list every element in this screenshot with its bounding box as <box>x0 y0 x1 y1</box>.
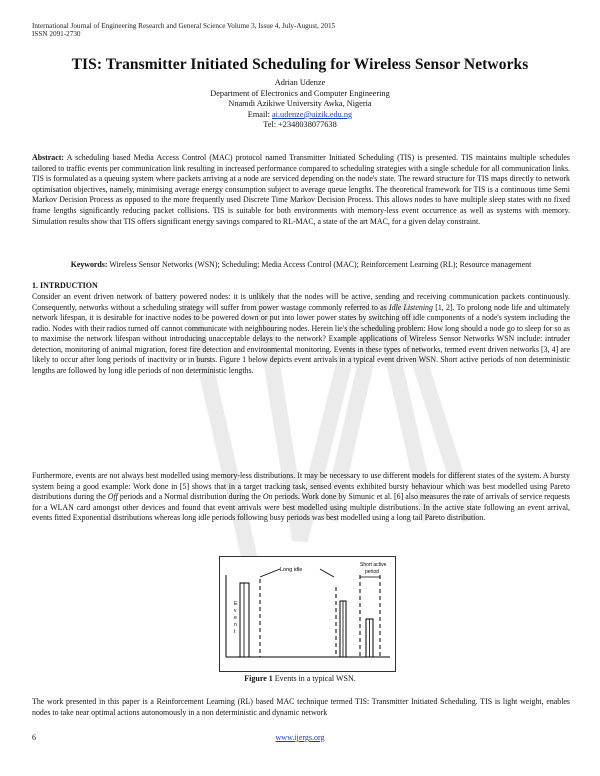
author-university: Nnamdi Azikiwe University Awka, Nigeria <box>228 99 372 109</box>
author-block <box>0 78 600 131</box>
journal-info: International Journal of Engineering Research and General Science Volume 3, Issue 4, July-August, 2015 <box>32 22 336 30</box>
p2-part-a: Furthermore, events are not always best modelled using memory-less distributions. It may be necessary to use different models for different states of the system. A bursty system being a good example: Work done in [5] shows that in a target tracking task, sensed events exhibited bursty behaviour which was best modelled using Pareto distributions during the <box>32 471 570 502</box>
page-number: 6 <box>32 733 36 742</box>
long-idle-label: Long idle <box>280 567 303 573</box>
figure-caption-label: Figure 1 <box>244 674 273 683</box>
paper-title: TIS: Transmitter Initiated Scheduling for Wireless Sensor Networks <box>71 56 529 73</box>
idle-arrow-right <box>320 569 334 577</box>
keywords-label: Keywords: <box>70 260 108 269</box>
abstract <box>32 153 570 227</box>
p2-on: On <box>262 492 273 502</box>
figure-caption <box>0 674 600 683</box>
short-active-label: Short active <box>360 562 387 568</box>
keywords-text: Wireless Sensor Networks (WSN); Scheduling; Media Access Control (MAC); Reinforcement Learning (RL); Resource management <box>107 260 532 269</box>
events-diagram <box>220 557 395 671</box>
author-email-line <box>0 110 600 121</box>
paragraph-2 <box>32 471 570 524</box>
abstract-text: A scheduling based Media Access Control (MAC) protocol named Transmitter Initiated Scheduling (TIS) is presented. TIS maintains multiple schedules tailored to traffic events per communication link resulting in increased performance compared to scheduling strategies with a single schedule for all communication links. TIS is formulated as a queuing system where packets arriving at a node are serviced depending on the node's state. The reward structure for TIS maps directly to network optimisation objectives, namely, minimising average energy consumption subject to average queue lengths. The theoretical framework for TIS is a continuous time Semi Markov Decision Process as opposed to the more frequently used Discrete Time Markov Decision Process. This allows nodes to have multiple sleep states with no fixed frame lengths significantly reducing packet collisions. TIS is suitable for both environments with memory-less event occurrence as well as systems with memory. Simulation results show that TIS offers significant energy savings compared to RL-MAC, a state of the art MAC, for a given delay constraint. <box>32 153 570 226</box>
figure-1 <box>219 556 396 672</box>
event-burst-1 <box>240 583 249 657</box>
y-axis-label: E v e n t <box>234 601 238 635</box>
paragraph-3: The work presented in this paper is a Reinforcement Learning (RL) based MAC technique termed TIS: Transmitter Initiated Scheduling. TIS is light weight, enables nodes to take near optimal actions autonomously in a non deterministic and dynamic network <box>32 697 570 717</box>
email-label: Email: <box>247 109 272 119</box>
email-link[interactable]: ai.udenze@uizik.edu.ng <box>271 109 353 119</box>
paragraph-1 <box>32 292 570 376</box>
p1-part-b: [1, 2]. To prolong node life and ultimately network lifespan, it is desirable for inactive nodes to be powered down or put into lower power states by switching off idle components of a node's system including the radio. Nodes with their radios turned off cannot communicate with neighbouring nodes. Herein lie's the scheduling problem: How long should a node go to sleep for so as to maximise the network lifespan without introducing unacceptable delays to the network? Example applications of Wireless Sensor Networks WSN include: intruder detection, monitoring of animal migration, forest fire detection and environmental monitoring. Events in these types of networks, termed event driven networks [3, 4] are likely to occur after long periods of inactivity or in bursts. Figure 1 below depicts event arrivals in a typical event driven WSN. Short active periods of non deterministic lengths are followed by long idle periods of non deterministic lengths. <box>32 302 571 375</box>
short-active-label-2: period <box>365 569 379 575</box>
section-heading: 1. INTRDUCTION <box>32 281 98 290</box>
p2-part-c: periods. Work done by Simunic et al. [6] also measures the rate of arrivals of service requests for a WLAN card amongst other devices and found that event arrivals were best modelled using multiple distributions. In the active state following an event arrival, events fitted Exponential distributions whereas long idle periods following busy periods was best modelled using a long tail Pareto distribution. <box>32 492 571 523</box>
journal-header <box>32 22 335 38</box>
issn: ISSN 2091-2730 <box>32 30 81 38</box>
abstract-label: Abstract: <box>32 153 64 162</box>
p2-part-b: periods and a Normal distribution during the <box>117 492 263 502</box>
author-tel: Tel: +2348038077638 <box>263 120 337 130</box>
author-department: Department of Electronics and Computer Engineering <box>210 88 390 98</box>
keywords <box>32 260 570 270</box>
p1-part-a: Consider an event driven network of battery powered nodes: it is unlikely that the nodes will be active, sending and receiving communication packets continuously. Consequently, networks without a scheduling strategy will suffer from power wastage commonly referred to as <box>32 292 570 312</box>
p2-off: Off <box>107 492 118 502</box>
figure-caption-text: Events in a typical WSN. <box>272 674 356 683</box>
p1-italic: Idle Listening <box>389 302 433 312</box>
idle-arrow-left <box>260 569 280 577</box>
footer-url-link[interactable]: www.ijergs.org <box>275 733 325 742</box>
author-name: Adrian Udenze <box>274 78 326 87</box>
